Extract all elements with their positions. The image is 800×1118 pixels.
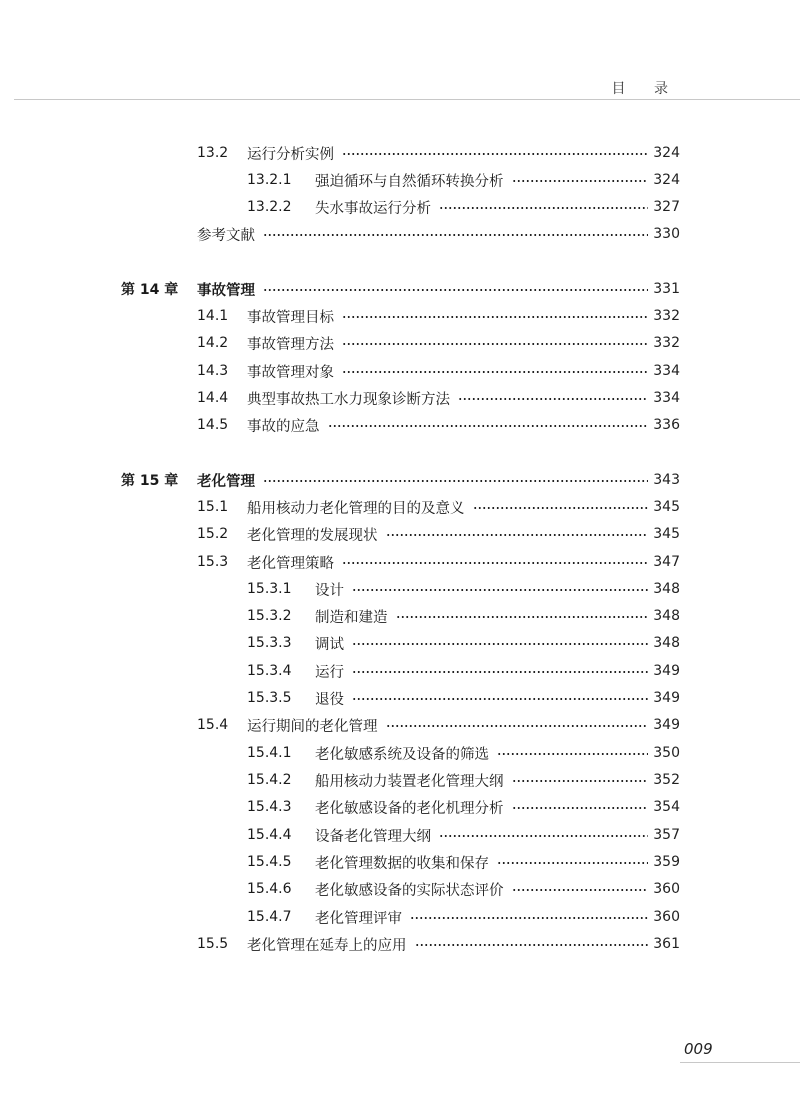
- toc-entry-number: 15.3.2: [247, 608, 292, 624]
- toc-entry[interactable]: [0, 168, 800, 192]
- toc-entry-number: 15.4.1: [247, 745, 292, 761]
- toc-entry[interactable]: [0, 331, 800, 355]
- toc-entry[interactable]: [0, 577, 800, 601]
- toc-entry[interactable]: [0, 413, 800, 437]
- toc-entry-page: 348: [653, 635, 680, 651]
- toc-entry-number: 15.4: [197, 717, 229, 733]
- toc-entry[interactable]: [0, 741, 800, 765]
- toc-entry[interactable]: [0, 659, 800, 683]
- toc-entry-title: 运行: [315, 661, 352, 682]
- toc-entry-title: 事故管理对象: [247, 361, 342, 382]
- toc-entry[interactable]: [0, 604, 800, 628]
- toc-entry-number: 14.3: [197, 363, 229, 379]
- toc-entry-title: 船用核动力老化管理的目的及意义: [247, 497, 473, 518]
- toc-entry[interactable]: [0, 141, 800, 165]
- toc-entry-title: 事故管理: [197, 279, 263, 300]
- toc-entry-title: 运行期间的老化管理: [247, 715, 386, 736]
- toc-entry-number: 15.3.4: [247, 663, 292, 679]
- toc-entry-number: 14.4: [197, 390, 229, 406]
- toc-entry-number: 第 15 章: [121, 473, 179, 489]
- toc-entry[interactable]: [0, 195, 800, 219]
- dot-leader: [342, 562, 648, 564]
- toc-entry-title: 退役: [315, 688, 352, 709]
- toc-entry[interactable]: [0, 631, 800, 655]
- dot-leader: [512, 807, 649, 809]
- toc-entry-page: 332: [653, 308, 680, 324]
- toc-chapter-entry[interactable]: [0, 277, 800, 301]
- toc-entry-title: 制造和建造: [315, 606, 396, 627]
- toc-entry[interactable]: [0, 386, 800, 410]
- toc-entry-page: 334: [653, 363, 680, 379]
- toc-entry-title: 设备老化管理大纲: [315, 825, 439, 846]
- toc-entry[interactable]: [0, 768, 800, 792]
- dot-leader: [342, 153, 648, 155]
- dot-leader: [497, 862, 648, 864]
- toc-entry-page: 343: [653, 472, 680, 488]
- dot-leader: [386, 534, 649, 536]
- toc-entry-title: 老化敏感设备的实际状态评价: [315, 879, 512, 900]
- toc-entry[interactable]: [0, 686, 800, 710]
- dot-leader: [352, 698, 648, 700]
- toc-entry-page: 350: [653, 745, 680, 761]
- toc-entry-page: 330: [653, 226, 680, 242]
- toc-entry-number: 15.1: [197, 499, 229, 515]
- dot-leader: [497, 753, 648, 755]
- toc-entry-number: 15.3: [197, 554, 229, 570]
- toc-entry-title: 老化管理在延寿上的应用: [247, 934, 415, 955]
- toc-entry[interactable]: [0, 877, 800, 901]
- footer-rule: [680, 1062, 800, 1063]
- toc-entry-number: 13.2.2: [247, 199, 292, 215]
- dot-leader: [352, 589, 648, 591]
- toc-entry-title: 强迫循环与自然循环转换分析: [315, 170, 512, 191]
- dot-leader: [386, 725, 649, 727]
- toc-entry[interactable]: [0, 495, 800, 519]
- toc-entry-title: 老化敏感设备的老化机理分析: [315, 797, 512, 818]
- toc-entry[interactable]: [0, 823, 800, 847]
- toc-entry-number: 13.2.1: [247, 172, 292, 188]
- dot-leader: [263, 234, 648, 236]
- running-header-title: 目 录: [611, 81, 680, 97]
- toc-entry-number: 15.5: [197, 936, 229, 952]
- toc-entry-number: 13.2: [197, 145, 229, 161]
- toc-entry-page: 348: [653, 581, 680, 597]
- toc-entry-title: 老化管理评审: [315, 907, 410, 928]
- toc-entry-page: 336: [653, 417, 680, 433]
- toc-entry-page: 324: [653, 145, 680, 161]
- toc-entry-page: 331: [653, 281, 680, 297]
- toc-entry-title: 老化管理的发展现状: [247, 524, 386, 545]
- toc-entry[interactable]: [0, 359, 800, 383]
- toc-entry[interactable]: [0, 713, 800, 737]
- dot-leader: [512, 889, 649, 891]
- toc-entry-page: 354: [653, 799, 680, 815]
- toc-entry-title: 运行分析实例: [247, 143, 342, 164]
- toc-entry-number: 15.3.1: [247, 581, 292, 597]
- dot-leader: [342, 316, 648, 318]
- toc-chapter-entry[interactable]: [0, 468, 800, 492]
- toc-entry-title: 失水事故运行分析: [315, 197, 439, 218]
- toc-entry-title: 老化管理策略: [247, 552, 342, 573]
- dot-leader: [263, 289, 648, 291]
- toc-entry[interactable]: [0, 795, 800, 819]
- toc-entry-page: 357: [653, 827, 680, 843]
- toc-entry-number: 15.4.7: [247, 909, 292, 925]
- toc-entry-page: 348: [653, 608, 680, 624]
- toc-entry-title: 老化敏感系统及设备的筛选: [315, 743, 497, 764]
- toc-entry-title: 典型事故热工水力现象诊断方法: [247, 388, 458, 409]
- toc-entry-page: 359: [653, 854, 680, 870]
- toc-entry-number: 15.4.6: [247, 881, 292, 897]
- toc-entry-page: 349: [653, 663, 680, 679]
- toc-entry-number: 14.1: [197, 308, 229, 324]
- toc-entry-title: 老化管理数据的收集和保存: [315, 852, 497, 873]
- toc-entry-page: 360: [653, 909, 680, 925]
- toc-entry-page: 345: [653, 499, 680, 515]
- toc-entry-page: 345: [653, 526, 680, 542]
- toc-entry-page: 334: [653, 390, 680, 406]
- dot-leader: [396, 616, 649, 618]
- toc-entry-page: 324: [653, 172, 680, 188]
- toc-entry-number: 15.3.5: [247, 690, 292, 706]
- dot-leader: [439, 207, 648, 209]
- toc-entry-title: 老化管理: [197, 470, 263, 491]
- dot-leader: [352, 643, 648, 645]
- toc-entry-page: 352: [653, 772, 680, 788]
- toc-entry-number: 15.4.3: [247, 799, 292, 815]
- toc-entry-number: 第 14 章: [121, 282, 179, 298]
- dot-leader: [439, 835, 648, 837]
- toc-entry-title: 事故管理方法: [247, 333, 342, 354]
- toc-entry-page: 349: [653, 690, 680, 706]
- toc-entry-page: 349: [653, 717, 680, 733]
- toc-entry[interactable]: [0, 905, 800, 929]
- toc-entry-page: 360: [653, 881, 680, 897]
- dot-leader: [328, 425, 649, 427]
- toc-entry-number: 15.4.2: [247, 772, 292, 788]
- toc-entry-number: 15.4.4: [247, 827, 292, 843]
- toc-entry-number: 15.3.3: [247, 635, 292, 651]
- toc-entry-number: 14.2: [197, 335, 229, 351]
- dot-leader: [352, 671, 648, 673]
- toc-entry-title: 调试: [315, 633, 352, 654]
- toc-entry-number: 15.2: [197, 526, 229, 542]
- dot-leader: [458, 398, 648, 400]
- toc-entry-page: 332: [653, 335, 680, 351]
- dot-leader: [263, 480, 648, 482]
- toc-entry-page: 361: [653, 936, 680, 952]
- toc-entry-title: 参考文献: [197, 224, 263, 245]
- dot-leader: [415, 944, 649, 946]
- toc-entry-title: 事故的应急: [247, 415, 328, 436]
- page-number: 009: [684, 1040, 713, 1058]
- toc-entry[interactable]: [0, 222, 800, 246]
- toc-entry-page: 347: [653, 554, 680, 570]
- toc-entry[interactable]: [0, 304, 800, 328]
- dot-leader: [473, 507, 649, 509]
- toc-entry-page: 327: [653, 199, 680, 215]
- dot-leader: [410, 917, 648, 919]
- toc-entry-title: 设计: [315, 579, 352, 600]
- toc-entry-number: 14.5: [197, 417, 229, 433]
- toc-entry[interactable]: [0, 522, 800, 546]
- toc-entry[interactable]: [0, 932, 800, 956]
- toc-entry-title: 船用核动力装置老化管理大纲: [315, 770, 512, 791]
- dot-leader: [512, 780, 649, 782]
- dot-leader: [342, 371, 648, 373]
- dot-leader: [342, 343, 648, 345]
- toc-entry-number: 15.4.5: [247, 854, 292, 870]
- toc-entry-title: 事故管理目标: [247, 306, 342, 327]
- toc-entry[interactable]: [0, 850, 800, 874]
- toc-entry[interactable]: [0, 550, 800, 574]
- dot-leader: [512, 180, 649, 182]
